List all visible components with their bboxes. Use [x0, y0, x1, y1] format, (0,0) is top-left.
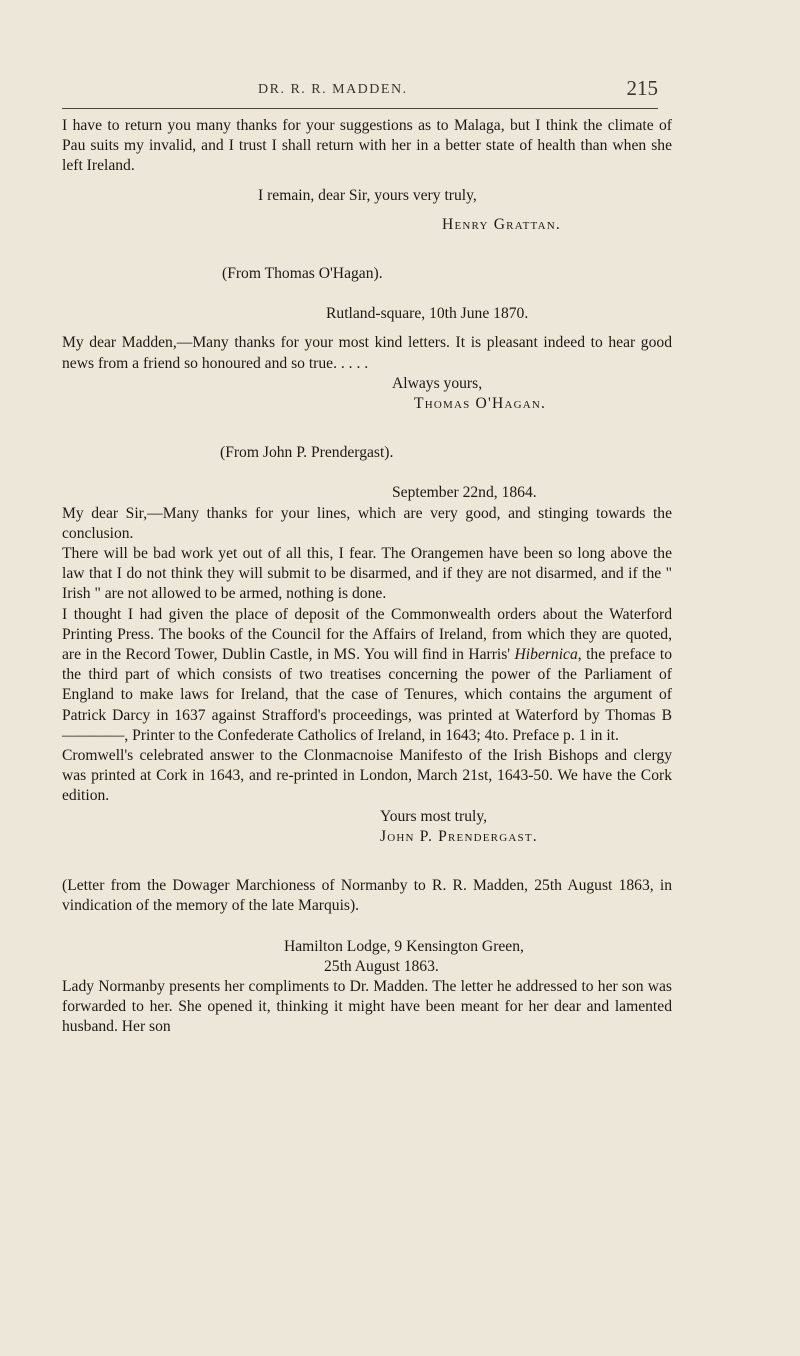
prendergast-paragraph-3: [62, 605, 672, 746]
ohagan-signature: Thomas O'Hagan.: [414, 395, 547, 413]
grattan-closing: I remain, dear Sir, yours very truly,: [258, 186, 477, 204]
prendergast-p3-a: I thought I had given the place of deposit of the Commonwealth orders about the Waterford Printing Press. The books of the Council for the Affairs of Ireland, from which they are quoted, are in the Record Tower, Dublin Castle, in MS. You will find in Harris': [62, 605, 672, 664]
prendergast-date: September 22nd, 1864.: [392, 484, 537, 502]
grattan-paragraph: I have to return you many thanks for your suggestions as to Malaga, but I think the climate of Pau suits my invalid, and I trust I shall return with her in a better state of health than when she left Ireland.: [62, 117, 672, 175]
grattan-signature: Henry Grattan.: [442, 215, 561, 233]
normanby-heading: (Letter from the Dowager Marchioness of Normanby to R. R. Madden, 25th August 1863, in vindication of the memory of the late Marquis).: [62, 877, 672, 915]
prendergast-paragraph-4: Cromwell's celebrated answer to the Clonmacnoise Manifesto of the Irish Bishops and clergy was printed at Cork in 1643, and re-printed in London, March 21st, 1643-50. We have the Cork edition.: [62, 747, 672, 805]
ohagan-heading: (From Thomas O'Hagan).: [222, 265, 383, 283]
normanby-body: Lady Normanby presents her compliments to Dr. Madden. The letter he addressed to her son was forwarded to her. She opened it, thinking it might have been meant for her dear and lamented husband. Her son: [62, 977, 672, 1036]
prendergast-p3-italic: Hibernica: [514, 646, 578, 664]
prendergast-paragraph-1: My dear Sir,—Many thanks for your lines, which are very good, and stinging towards the conclusion.: [62, 504, 672, 542]
normanby-address: Hamilton Lodge, 9 Kensington Green,: [284, 937, 524, 955]
prendergast-heading: (From John P. Prendergast).: [220, 444, 394, 462]
prendergast-closing: Yours most truly,: [380, 807, 488, 825]
ohagan-closing: Always yours,: [392, 374, 483, 392]
prendergast-signature: John P. Prendergast.: [380, 827, 538, 845]
prendergast-paragraph-2: There will be bad work yet out of all this, I fear. The Orangemen have been so long above the law that I do not think they will submit to be disarmed, and if they are not disarmed, and if the " Irish " are not allowed to be armed, nothing is done.: [62, 545, 672, 603]
ohagan-address: Rutland-square, 10th June 1870.: [326, 305, 529, 323]
page-body: [62, 116, 672, 1038]
running-title: DR. R. R. MADDEN.: [258, 82, 408, 97]
page-number: 215: [626, 76, 658, 100]
normanby-date: 25th August 1863.: [324, 957, 439, 975]
page-header: [62, 78, 658, 109]
prendergast-p3-b: , the preface to the third part of which consists of two treatises concerning the power of the Parliament of England to make laws for Ireland, that the case of Tenures, which contains the argument of Patrick Darcy in 1637 against Strafford's proceedings, was printed at Waterford by Thomas B————, Printer to the Confederate Catholics of Ireland, in 1643; 4to. Preface p. 1 in it.: [62, 646, 672, 744]
ohagan-body: My dear Madden,—Many thanks for your most kind letters. It is pleasant indeed to hear good news from a friend so honoured and so true. . . . .: [62, 334, 672, 372]
